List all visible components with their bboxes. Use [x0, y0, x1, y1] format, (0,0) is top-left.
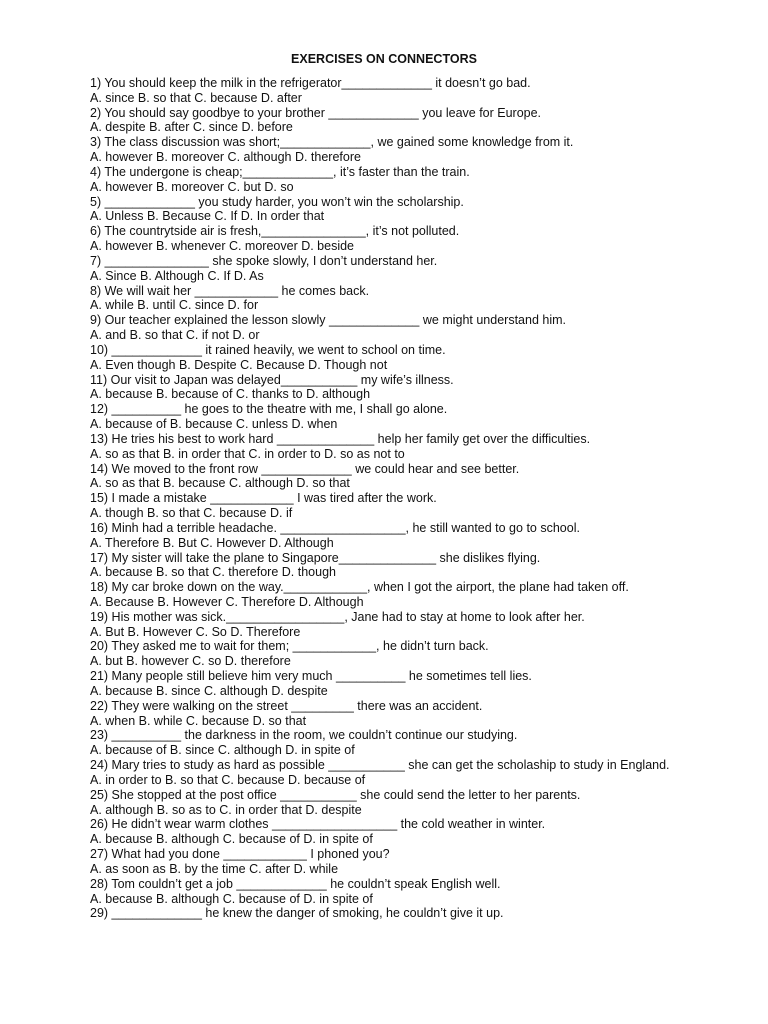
options-line: A. because of B. because C. unless D. when: [90, 417, 338, 432]
question-line: 25) She stopped at the post office ___________ she could send the letter to her parents.: [90, 787, 581, 802]
question-line: 28) Tom couldn’t get a job _____________ he couldn’t speak English well.: [90, 876, 501, 891]
question-line: 2) You should say goodbye to your brother _____________ you leave for Europe.: [90, 105, 542, 120]
question-line: 18) My car broke down on the way.____________, when I got the airport, the plane had taken off.: [90, 580, 629, 595]
options-line: A. though B. so that C. because D. if: [90, 506, 293, 521]
options-line: A. because B. although C. because of D. in spite of: [90, 891, 373, 906]
question-line: 12) __________ he goes to the theatre with me, I shall go alone.: [90, 402, 448, 417]
options-line: A. Since B. Although C. If D. As: [90, 268, 264, 283]
question-line: 9) Our teacher explained the lesson slowly _____________ we might understand him.: [90, 313, 566, 328]
options-line: A. But B. However C. So D. Therefore: [90, 624, 301, 639]
options-line: A. although B. so as to C. in order that D. despite: [90, 802, 362, 817]
options-line: A. Therefore B. But C. However D. Although: [90, 535, 334, 550]
question-line: 19) His mother was sick._________________, Jane had to stay at home to look after her.: [90, 609, 585, 624]
question-line: 8) We will wait her ____________ he comes back.: [90, 283, 370, 298]
question-line: 29) _____________ he knew the danger of smoking, he couldn’t give it up.: [90, 906, 504, 921]
options-line: A. while B. until C. since D. for: [90, 298, 259, 313]
options-line: A. because B. so that C. therefore D. though: [90, 565, 336, 580]
question-line: 15) I made a mistake ____________ I was tired after the work.: [90, 491, 437, 506]
question-line: 5) _____________ you study harder, you won’t win the scholarship.: [90, 194, 464, 209]
options-line: A. however B. whenever C. moreover D. beside: [90, 239, 355, 254]
question-line: 26) He didn’t wear warm clothes __________________ the cold weather in winter.: [90, 817, 546, 832]
options-line: A. because B. because of C. thanks to D. although: [90, 387, 371, 402]
options-line: A. because of B. since C. although D. in spite of: [90, 743, 355, 758]
question-line: 17) My sister will take the plane to Singapore______________ she dislikes flying.: [90, 550, 541, 565]
question-line: 4) The undergone is cheap;_____________, it’s faster than the train.: [90, 164, 470, 179]
options-line: A. but B. however C. so D. therefore: [90, 654, 291, 669]
question-line: 3) The class discussion was short;_____________, we gained some knowledge from it.: [90, 135, 574, 150]
options-line: A. however B. moreover C. but D. so: [90, 179, 294, 194]
question-line: 6) The countrytside air is fresh,_______________, it’s not polluted.: [90, 224, 460, 239]
options-line: A. in order to B. so that C. because D. because of: [90, 772, 366, 787]
options-line: A. so as that B. in order that C. in order to D. so as not to: [90, 446, 405, 461]
question-line: 14) We moved to the front row _____________ we could hear and see better.: [90, 461, 520, 476]
options-line: A. Unless B. Because C. If D. In order that: [90, 209, 325, 224]
question-line: 10) _____________ it rained heavily, we went to school on time.: [90, 342, 446, 357]
options-line: A. because B. although C. because of D. in spite of: [90, 832, 373, 847]
question-line: 13) He tries his best to work hard ______________ help her family get over the difficulties.: [90, 431, 591, 446]
question-line: 22) They were walking on the street _________ there was an accident.: [90, 698, 483, 713]
options-line: A. as soon as B. by the time C. after D. while: [90, 861, 339, 876]
options-line: A. so as that B. because C. although D. so that: [90, 476, 350, 491]
question-line: 11) Our visit to Japan was delayed___________ my wife’s illness.: [90, 372, 454, 387]
exercise-list: [90, 76, 760, 921]
options-line: A. Even though B. Despite C. Because D. Though not: [90, 357, 388, 372]
question-line: 1) You should keep the milk in the refrigerator_____________ it doesn’t go bad.: [90, 76, 531, 90]
options-line: A. however B. moreover C. although D. therefore: [90, 150, 361, 165]
page-title: EXERCISES ON CONNECTORS: [291, 52, 477, 66]
question-line: 20) They asked me to wait for them; ____________, he didn’t turn back.: [90, 639, 489, 654]
options-line: A. when B. while C. because D. so that: [90, 713, 307, 728]
options-line: A. because B. since C. although D. despite: [90, 683, 328, 698]
question-line: 16) Minh had a terrible headache. __________________, he still wanted to go to school.: [90, 520, 580, 535]
question-line: 27) What had you done ____________ I phoned you?: [90, 847, 390, 862]
options-line: A. Because B. However C. Therefore D. Although: [90, 594, 364, 609]
question-line: 23) __________ the darkness in the room, we couldn’t continue our studying.: [90, 728, 518, 743]
question-line: 24) Mary tries to study as hard as possible ___________ she can get the scholaship to study in England.: [90, 758, 670, 773]
options-line: A. despite B. after C. since D. before: [90, 120, 293, 135]
question-line: 7) _______________ she spoke slowly, I don’t understand her.: [90, 253, 438, 268]
question-line: 21) Many people still believe him very much __________ he sometimes tell lies.: [90, 669, 532, 684]
options-line: A. since B. so that C. because D. after: [90, 90, 302, 105]
options-line: A. and B. so that C. if not D. or: [90, 328, 260, 343]
